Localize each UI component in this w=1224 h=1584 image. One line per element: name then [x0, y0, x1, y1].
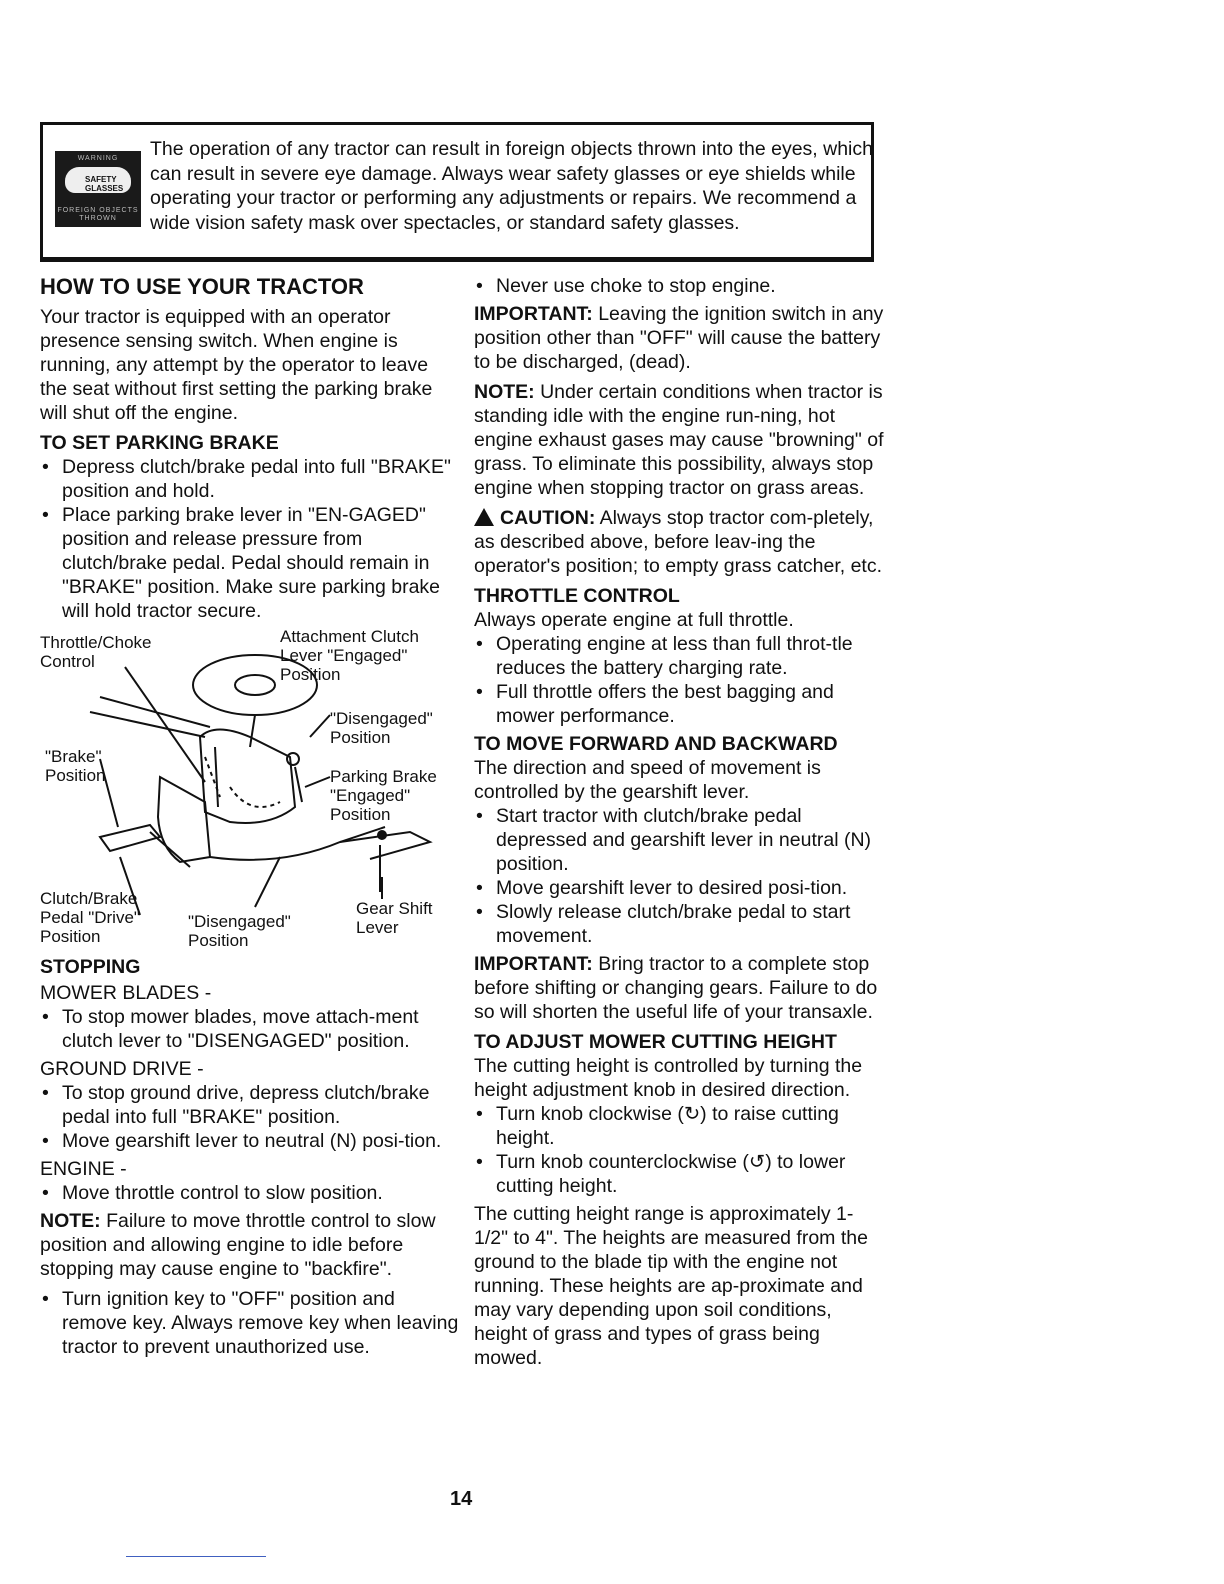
list-item: • Operating engine at less than full throt-tle reduces the battery charging rate. — [474, 632, 886, 680]
browning-note — [474, 380, 886, 500]
list-item: • Move gearshift lever to neutral (N) posi-tion. — [40, 1129, 460, 1153]
caution-icon — [474, 508, 494, 526]
icon-label: SAFETY GLASSES — [85, 175, 124, 193]
cutting-height-heading: TO ADJUST MOWER CUTTING HEIGHT — [474, 1031, 837, 1053]
important-text: Leaving the ignition switch in any position other than "OFF" will cause the battery to be discharged, (dead). — [474, 303, 884, 373]
gear-change-important — [474, 952, 886, 1024]
tractor-controls-diagram — [40, 627, 460, 955]
label-disengaged-bottom: "Disengaged" Position — [188, 912, 291, 950]
forward-list — [474, 804, 886, 948]
note-label: NOTE: — [474, 381, 535, 403]
ground-drive-list — [40, 1081, 460, 1153]
mower-blades-list — [40, 1005, 460, 1053]
page-number: 14 — [450, 1488, 473, 1510]
forward-intro: The direction and speed of movement is controlled by the gearshift lever. — [474, 757, 821, 803]
label-gear-shift: Gear Shift Lever — [356, 899, 433, 937]
left-column — [40, 274, 460, 1363]
list-item: • To stop mower blades, move attach-ment clutch lever to "DISENGAGED" position. — [40, 1005, 460, 1053]
ignition-list — [40, 1287, 460, 1359]
label-parking-brake: Parking Brake "Engaged" Position — [330, 767, 437, 824]
intro-paragraph: Your tractor is equipped with an operator presence sensing switch. When engine is running, any attempt by the operator to leave the seat without first setting the parking brake will shut off the engine. — [40, 306, 433, 424]
list-item: • Turn knob counterclockwise (↺) to lower cutting height. — [474, 1150, 886, 1198]
throttle-list — [474, 632, 886, 728]
cutting-intro: The cutting height is controlled by turning the height adjustment knob in desired direction. — [474, 1055, 863, 1101]
note-text: Under certain conditions when tractor is standing idle with the engine run-ning, hot engine exhaust gases may cause "browning" of grass. To eliminate this possibility, always stop engine when stopping tractor on grass areas. — [474, 381, 884, 499]
list-item: • Start tractor with clutch/brake pedal depressed and gearshift lever in neutral (N) position. — [474, 804, 886, 876]
backfire-note — [40, 1209, 460, 1281]
ignition-important — [474, 302, 886, 374]
engine-list — [40, 1181, 460, 1205]
list-item: • Move gearshift lever to desired posi-tion. — [474, 876, 886, 900]
important-text: Bring tractor to a complete stop before shifting or changing gears. Failure to do so will shorten the useful life of your transaxle. — [474, 953, 878, 1023]
choke-list — [474, 274, 886, 298]
parking-brake-list — [40, 455, 460, 623]
important-label: IMPORTANT: — [474, 953, 593, 975]
list-item: • Slowly release clutch/brake pedal to start movement. — [474, 900, 886, 948]
cutting-range-paragraph: The cutting height range is approximately 1-1/2" to 4". The heights are measured from the ground to the blade tip with the engine not running. These heights are ap-proximate and may vary depending upon soil conditions, height of grass and types of grass being mowed. — [474, 1203, 868, 1369]
caution-label: CAUTION: — [500, 507, 596, 529]
warning-text: The operation of any tractor can result in foreign objects thrown into the eyes, which can result in severe eye damage. Always wear safety glasses or eye shields while operating your tractor or performing any adjustments or repairs. We recommend a wide vision safety mask over spectacles, or standard safety glasses. — [150, 138, 873, 234]
stopping-heading: STOPPING — [40, 956, 141, 978]
important-label: IMPORTANT: — [474, 303, 593, 325]
cutting-list — [474, 1102, 886, 1198]
list-item: • Place parking brake lever in "EN-GAGED" position and release pressure from clutch/brake pedal. Pedal should remain in "BRAKE" position. Make sure parking brake will hold tractor secure. — [40, 503, 460, 623]
label-disengaged-top: "Disengaged" Position — [330, 709, 433, 747]
right-column — [474, 274, 886, 1376]
icon-caption-top: WARNING — [77, 155, 119, 162]
list-item: • Depress clutch/brake pedal into full "BRAKE" position and hold. — [40, 455, 460, 503]
engine-subheading: ENGINE - — [40, 1158, 127, 1180]
list-item: • Full throttle offers the best bagging and mower performance. — [474, 680, 886, 728]
list-item: • Turn knob clockwise (↻) to raise cutting height. — [474, 1102, 886, 1150]
note-text: Failure to move throttle control to slow position and allowing engine to idle before stopping may cause engine to "backfire". — [40, 1210, 436, 1280]
ground-drive-subheading: GROUND DRIVE - — [40, 1058, 204, 1080]
note-label: NOTE: — [40, 1210, 101, 1232]
bottom-rule — [126, 1556, 266, 1557]
label-brake-position: "Brake" Position — [45, 747, 106, 785]
list-item: • Move throttle control to slow position. — [40, 1181, 460, 1205]
mower-blades-subheading: MOWER BLADES - — [40, 982, 212, 1004]
throttle-heading: THROTTLE CONTROL — [474, 585, 680, 607]
caution-text: Always stop tractor com-pletely, as described above, before leav-ing the operator's position; to empty grass catcher, etc. — [474, 507, 883, 577]
label-throttle-choke: Throttle/Choke Control — [40, 633, 152, 671]
list-item: • To stop ground drive, depress clutch/brake pedal into full "BRAKE" position. — [40, 1081, 460, 1129]
throttle-intro: Always operate engine at full throttle. — [474, 609, 794, 631]
list-item: • Turn ignition key to "OFF" position and remove key. Always remove key when leaving tractor to prevent unauthorized use. — [40, 1287, 460, 1359]
parking-brake-heading: TO SET PARKING BRAKE — [40, 432, 279, 454]
safety-glasses-icon — [55, 151, 141, 227]
label-clutch-brake: Clutch/Brake Pedal "Drive" Position — [40, 889, 140, 946]
section-title: HOW TO USE YOUR TRACTOR — [40, 274, 364, 299]
forward-backward-heading: TO MOVE FORWARD AND BACKWARD — [474, 733, 838, 755]
label-attachment-clutch: Attachment Clutch Lever "Engaged" Position — [280, 627, 419, 684]
icon-caption-bottom: FOREIGN OBJECTS THROWN — [57, 207, 139, 222]
list-item: • Never use choke to stop engine. — [474, 274, 886, 298]
caution-paragraph — [474, 506, 886, 578]
safety-warning-box — [40, 122, 874, 262]
goggles-shape — [65, 167, 131, 193]
